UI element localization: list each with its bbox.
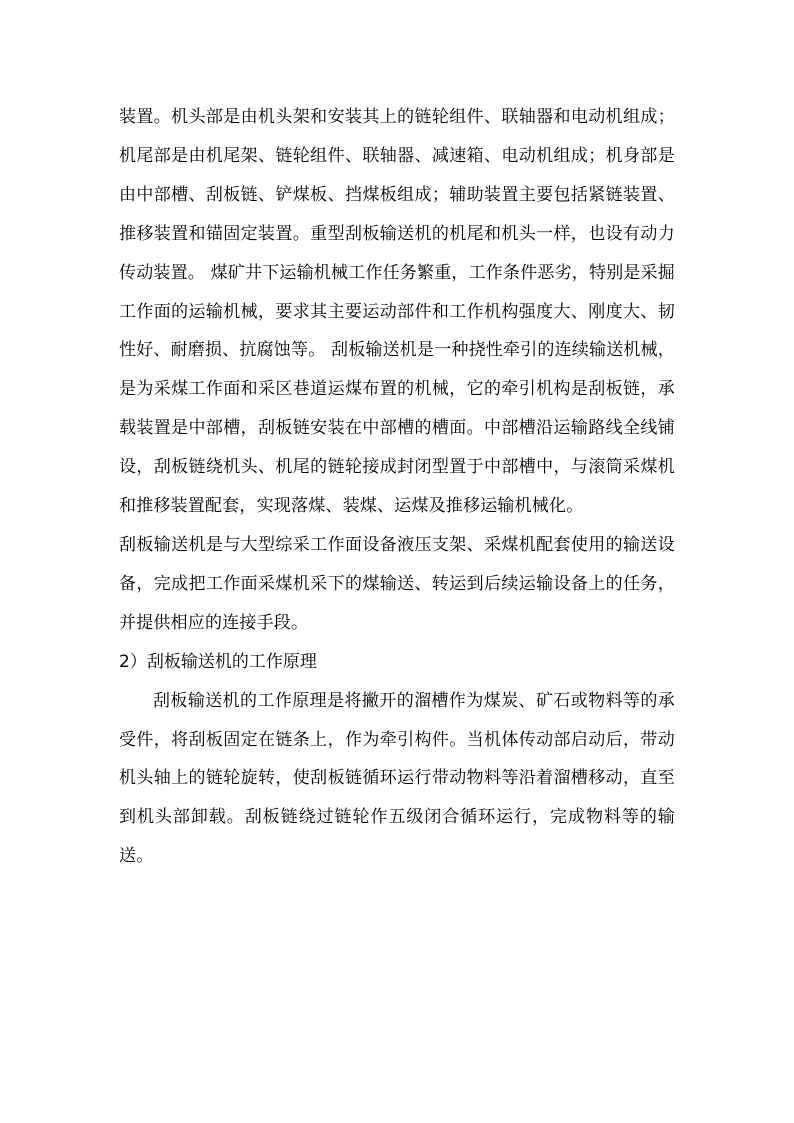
body-text — [119, 98, 675, 876]
section-heading-working-principle: 2）刮板输送机的工作原理 — [119, 651, 317, 672]
paragraph-conveyor-structure: 装置。机头部是由机头架和安装其上的链轮组件、联轴器和电动机组成；机尾部是由机尾架、链轮组件、联轴器、减速箱、电动机组成；机身部是由中部槽、刮板链、铲煤板、挡煤板组成；辅助装置主要包括紧链装置、推移装置和锚固定装置。重型刮板输送机的机尾和机头一样，也设有动力传动装置。 煤矿井下运输机械工作任务繁重，工作条件恶劣，特别是采掘工作面的运输机械，要求其主要运动部件和工作机构强度大、刚度大、韧性好、耐磨损、抗腐蚀等。 刮板输送机是一种挠性牵引的连续输送机械，是为采煤工作面和采区巷道运煤布置的机械，它的牵引机构是刮板链，承载装置是中部槽，刮板链安装在中部槽的槽面。中部槽沿运输路线全线铺设，刮板链绕机头、机尾的链轮接成封闭型置于中部槽中，与滚筒采煤机和推移装置配套，实现落煤、装煤、运煤及推移运输机械化。 — [119, 107, 676, 517]
paragraph-conveyor-function: 刮板输送机是与大型综采工作面设备液压支架、采煤机配套使用的输送设备，完成把工作面采煤机采下的煤输送、转运到后续运输设备上的任务，并提供相应的连接手段。 — [119, 534, 675, 633]
paragraph-working-principle: 刮板输送机的工作原理是将撇开的溜槽作为煤炭、矿石或物料等的承受件，将刮板固定在链条上，作为牵引构件。当机体传动部启动后，带动机头轴上的链轮旋转，使刮板链循环运行带动物料等沿着溜槽移动，直至到机头部卸载。刮板链绕过链轮作五级闭合循环运行，完成物料等的输送。 — [119, 690, 675, 867]
